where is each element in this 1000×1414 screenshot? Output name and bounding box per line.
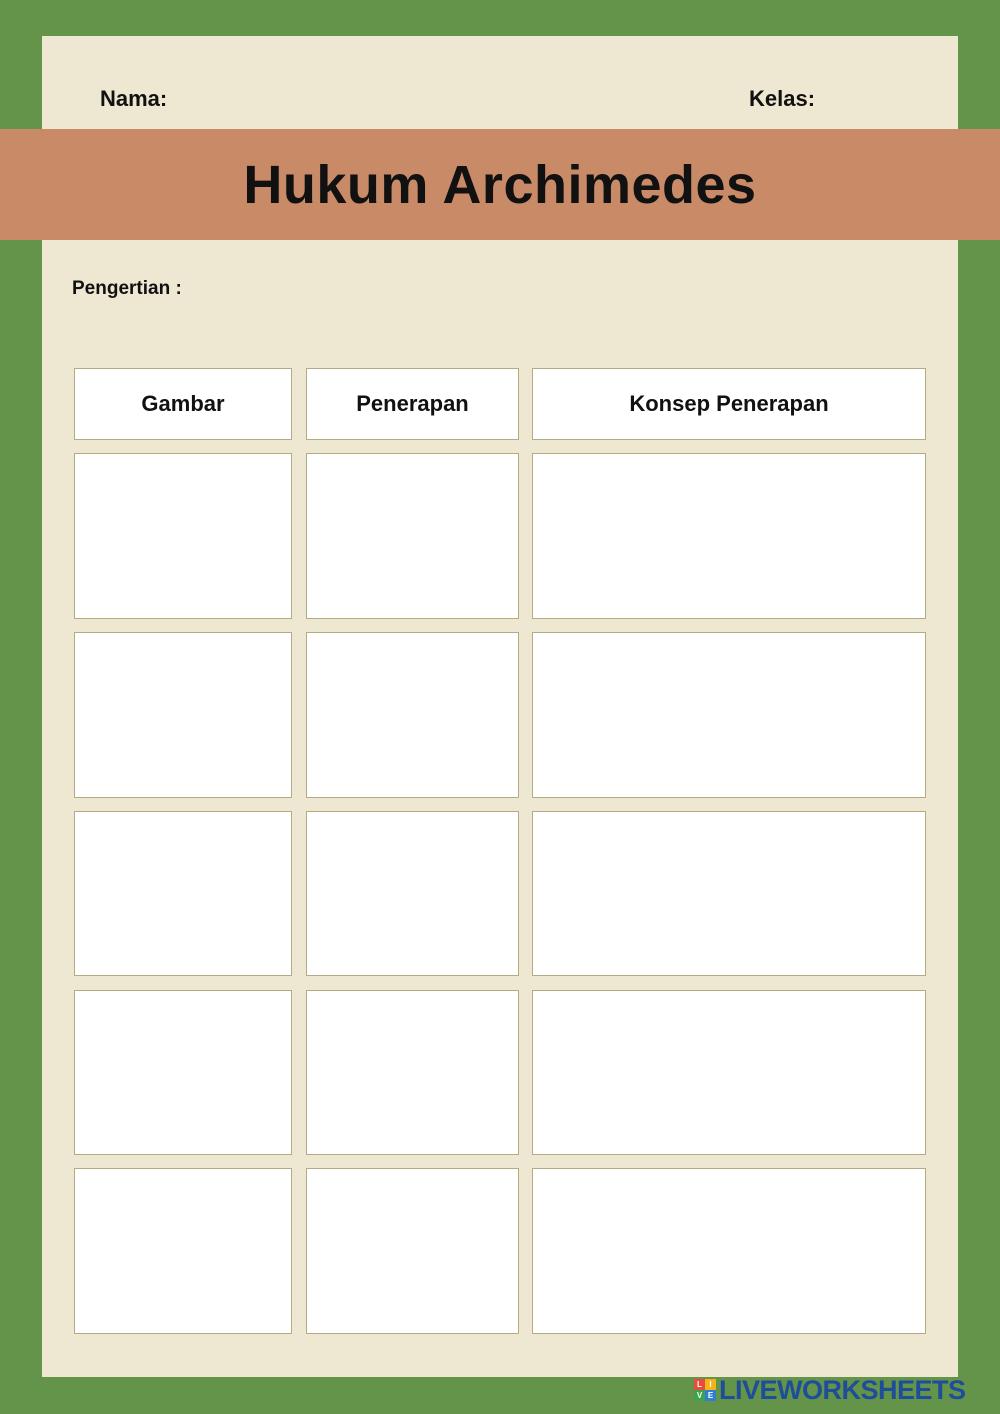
- logo-letter: E: [705, 1390, 716, 1401]
- penerapan-cell[interactable]: [306, 632, 519, 798]
- gambar-cell[interactable]: [74, 811, 292, 976]
- brand-text: LIVEWORKSHEETS: [719, 1374, 966, 1405]
- logo-letter: I: [705, 1379, 716, 1390]
- konsep-penerapan-cell[interactable]: [532, 453, 926, 619]
- title-banner: [0, 129, 1000, 240]
- konsep-penerapan-cell[interactable]: [532, 1168, 926, 1334]
- logo-letter: L: [694, 1379, 705, 1390]
- penerapan-cell[interactable]: [306, 990, 519, 1155]
- page-title: Hukum Archimedes: [243, 154, 757, 215]
- pengertian-label: Pengertian :: [72, 278, 182, 299]
- column-header-gambar: Gambar: [74, 368, 292, 440]
- gambar-cell[interactable]: [74, 453, 292, 619]
- konsep-penerapan-cell[interactable]: [532, 632, 926, 798]
- kelas-label: Kelas:: [749, 86, 816, 111]
- penerapan-cell[interactable]: [306, 453, 519, 619]
- nama-label: Nama:: [100, 86, 168, 111]
- column-header-konsep-penerapan: Konsep Penerapan: [532, 368, 926, 440]
- penerapan-cell[interactable]: [306, 811, 519, 976]
- logo-letter: V: [694, 1390, 705, 1401]
- gambar-cell[interactable]: [74, 990, 292, 1155]
- liveworksheets-logo-icon: [694, 1379, 716, 1401]
- liveworksheets-brand: [694, 1376, 966, 1404]
- penerapan-cell[interactable]: [306, 1168, 519, 1334]
- gambar-cell[interactable]: [74, 1168, 292, 1334]
- konsep-penerapan-cell[interactable]: [532, 811, 926, 976]
- konsep-penerapan-cell[interactable]: [532, 990, 926, 1155]
- gambar-cell[interactable]: [74, 632, 292, 798]
- column-header-penerapan: Penerapan: [306, 368, 519, 440]
